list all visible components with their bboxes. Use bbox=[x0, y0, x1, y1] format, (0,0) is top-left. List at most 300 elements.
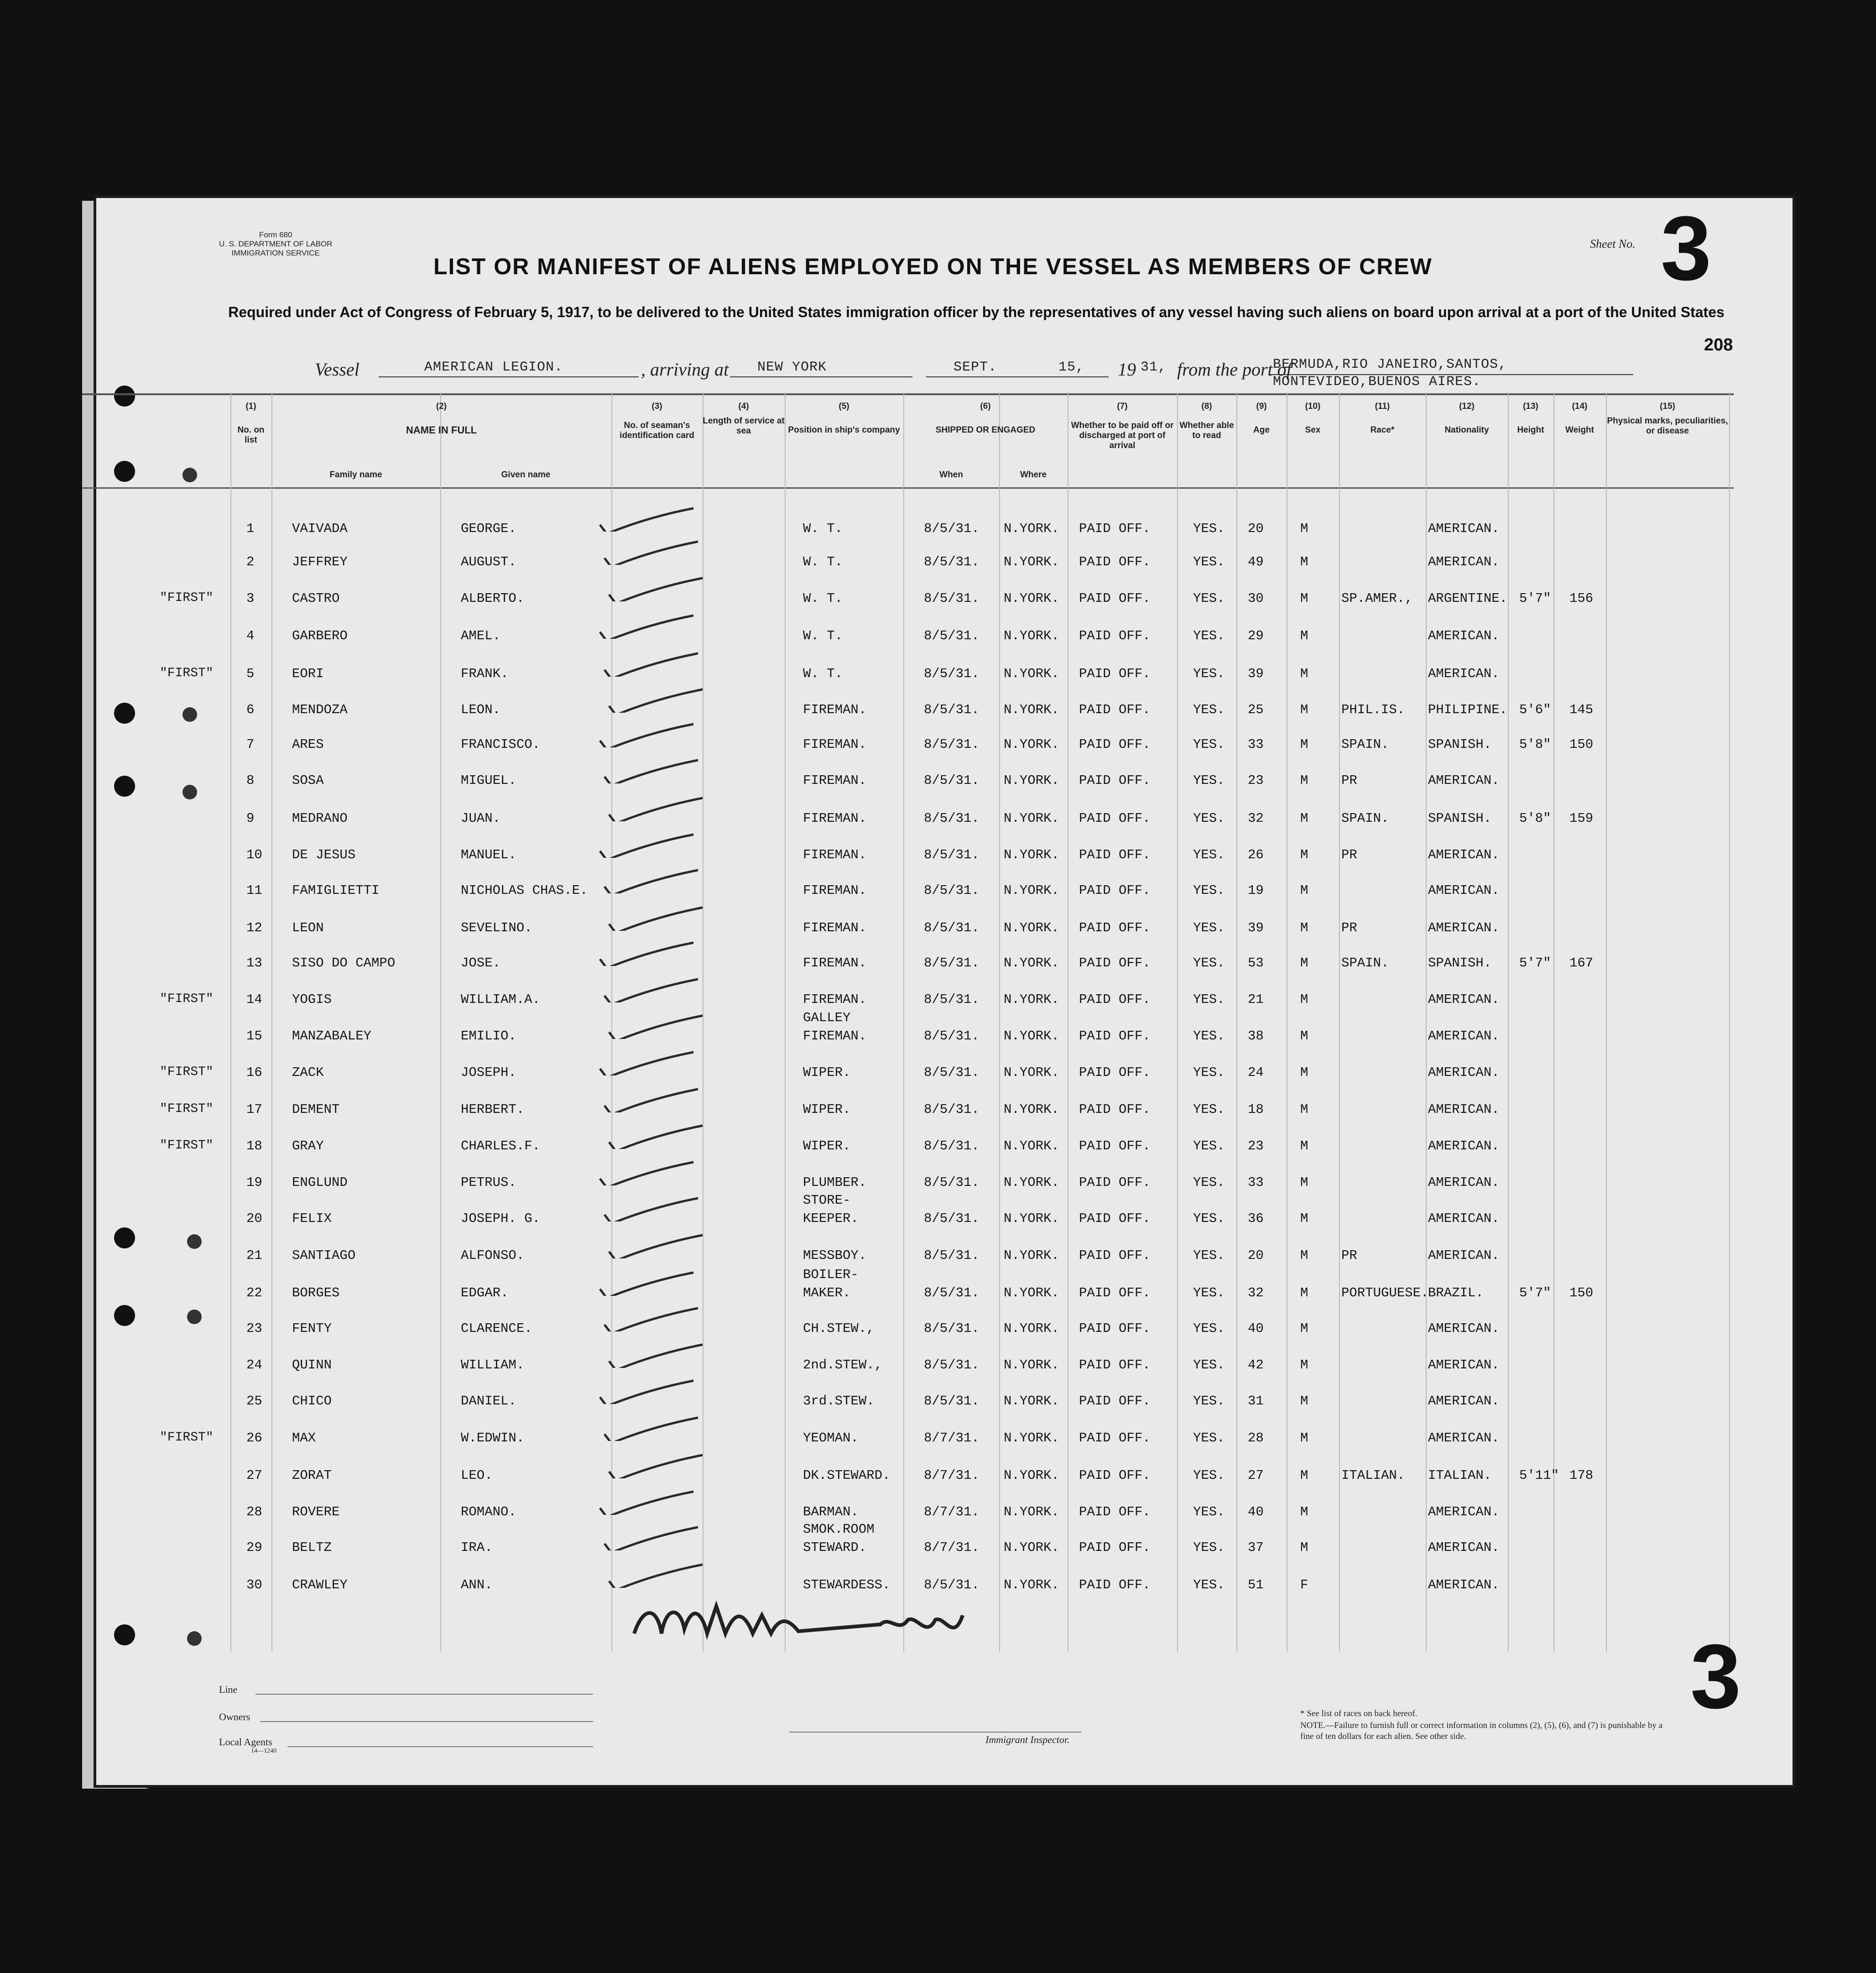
paid-off-status: PAID OFF. bbox=[1079, 1430, 1151, 1446]
nationality: SPANISH. bbox=[1428, 955, 1492, 971]
given-name: MIGUEL. bbox=[461, 773, 516, 788]
departure-ports-line1: BERMUDA,RIO JANEIRO,SANTOS, bbox=[1273, 357, 1507, 372]
col11-header: (11) Race* bbox=[1370, 402, 1395, 435]
able-to-read: YES. bbox=[1193, 1540, 1225, 1555]
year-prefix: 19 bbox=[1118, 359, 1136, 380]
given-name: WILLIAM.A. bbox=[461, 992, 541, 1007]
agents-code: 14—1240 bbox=[251, 1748, 276, 1754]
row-number: 15 bbox=[246, 1028, 262, 1044]
paid-off-status: PAID OFF. bbox=[1079, 1357, 1151, 1373]
able-to-read: YES. bbox=[1193, 702, 1225, 717]
sex: M bbox=[1300, 883, 1308, 898]
height: 5'7" bbox=[1519, 591, 1551, 606]
row-number: 16 bbox=[246, 1065, 262, 1080]
shipped-when: 8/5/31. bbox=[924, 773, 980, 788]
sex: M bbox=[1300, 702, 1308, 717]
paid-off-status: PAID OFF. bbox=[1079, 847, 1151, 862]
able-to-read: YES. bbox=[1193, 920, 1225, 935]
paid-off-status: PAID OFF. bbox=[1079, 955, 1151, 971]
family-name: LEON bbox=[292, 920, 324, 935]
nationality: AMERICAN. bbox=[1428, 1394, 1500, 1409]
sex: M bbox=[1300, 920, 1308, 935]
position: FIREMAN. bbox=[803, 702, 867, 717]
family-name: SANTIAGO bbox=[292, 1248, 356, 1263]
paid-off-status: PAID OFF. bbox=[1079, 1248, 1151, 1263]
first-voyage-mark: "FIRST" bbox=[160, 666, 214, 680]
check-mark-icon bbox=[598, 649, 698, 677]
family-name: MEDRANO bbox=[292, 811, 348, 826]
first-voyage-mark: "FIRST" bbox=[160, 1065, 214, 1079]
able-to-read: YES. bbox=[1193, 521, 1225, 536]
row-number: 14 bbox=[246, 992, 262, 1007]
col5-header: (5) Position in ship's company bbox=[788, 402, 900, 435]
shipped-where: N.YORK. bbox=[1004, 1357, 1059, 1373]
given-name: FRANK. bbox=[461, 666, 509, 681]
sex: M bbox=[1300, 1285, 1308, 1300]
given-name: JOSE. bbox=[461, 955, 501, 971]
position: MAKER. bbox=[803, 1285, 851, 1300]
weight: 167 bbox=[1569, 955, 1594, 971]
check-mark-icon bbox=[598, 538, 698, 565]
first-voyage-mark: "FIRST" bbox=[160, 1138, 214, 1153]
nationality: AMERICAN. bbox=[1428, 992, 1500, 1007]
nationality: AMERICAN. bbox=[1428, 1321, 1500, 1336]
col2-header: (2) NAME IN FULL bbox=[406, 402, 477, 436]
paid-off-status: PAID OFF. bbox=[1079, 992, 1151, 1007]
shipped-where: N.YORK. bbox=[1004, 1028, 1059, 1044]
shipped-when: 8/5/31. bbox=[924, 1357, 980, 1373]
able-to-read: YES. bbox=[1193, 1430, 1225, 1446]
position-line1: SMOK.ROOM bbox=[803, 1522, 875, 1537]
position: KEEPER. bbox=[803, 1211, 859, 1226]
shipped-when: 8/5/31. bbox=[924, 591, 980, 606]
nationality: SPANISH. bbox=[1428, 737, 1492, 752]
shipped-when: 8/5/31. bbox=[924, 666, 980, 681]
nationality: AMERICAN. bbox=[1428, 1430, 1500, 1446]
age: 25 bbox=[1248, 702, 1264, 717]
age: 20 bbox=[1248, 1248, 1264, 1263]
age: 33 bbox=[1248, 737, 1264, 752]
shipped-when: 8/5/31. bbox=[924, 1321, 980, 1336]
given-name-header: Given name bbox=[501, 470, 551, 480]
weight: 145 bbox=[1569, 702, 1594, 717]
punch-hole bbox=[114, 1624, 135, 1645]
check-mark-icon bbox=[602, 1012, 703, 1039]
position-line1: GALLEY bbox=[803, 1010, 851, 1025]
check-mark-icon bbox=[598, 1085, 698, 1112]
given-name: AMEL. bbox=[461, 628, 501, 643]
paid-off-status: PAID OFF. bbox=[1079, 1175, 1151, 1190]
paid-off-status: PAID OFF. bbox=[1079, 1102, 1151, 1117]
shipped-when: 8/7/31. bbox=[924, 1504, 980, 1519]
position: FIREMAN. bbox=[803, 920, 867, 935]
vessel-name: AMERICAN LEGION. bbox=[424, 360, 563, 375]
able-to-read: YES. bbox=[1193, 773, 1225, 788]
check-mark-icon bbox=[593, 1377, 693, 1404]
punch-hole bbox=[182, 468, 197, 482]
check-mark-icon bbox=[593, 830, 693, 858]
able-to-read: YES. bbox=[1193, 1248, 1225, 1263]
race-note: * See list of races on back hereof. bbox=[1300, 1709, 1417, 1718]
check-mark-icon bbox=[598, 1414, 698, 1441]
position: W. T. bbox=[803, 554, 843, 569]
given-name: HERBERT. bbox=[461, 1102, 525, 1117]
shipped-when: 8/5/31. bbox=[924, 1285, 980, 1300]
check-mark-icon bbox=[593, 1048, 693, 1075]
weight: 156 bbox=[1569, 591, 1594, 606]
row-number: 10 bbox=[246, 847, 262, 862]
age: 18 bbox=[1248, 1102, 1264, 1117]
given-name: IRA. bbox=[461, 1540, 493, 1555]
position: 2nd.STEW., bbox=[803, 1357, 883, 1373]
table-top-rule bbox=[82, 393, 1734, 395]
shipped-where: N.YORK. bbox=[1004, 847, 1059, 862]
nationality: AMERICAN. bbox=[1428, 920, 1500, 935]
nationality: PHILIPINE. bbox=[1428, 702, 1508, 717]
shipped-when: 8/5/31. bbox=[924, 737, 980, 752]
able-to-read: YES. bbox=[1193, 1468, 1225, 1483]
family-name: CASTRO bbox=[292, 591, 340, 606]
able-to-read: YES. bbox=[1193, 811, 1225, 826]
paid-off-status: PAID OFF. bbox=[1079, 811, 1151, 826]
shipped-when: 8/5/31. bbox=[924, 1577, 980, 1592]
shipped-when: 8/5/31. bbox=[924, 920, 980, 935]
family-name: GARBERO bbox=[292, 628, 348, 643]
first-voyage-mark: "FIRST" bbox=[160, 1102, 214, 1116]
able-to-read: YES. bbox=[1193, 1211, 1225, 1226]
age: 26 bbox=[1248, 847, 1264, 862]
row-number: 19 bbox=[246, 1175, 262, 1190]
shipped-when: 8/5/31. bbox=[924, 628, 980, 643]
able-to-read: YES. bbox=[1193, 737, 1225, 752]
position: FIREMAN. bbox=[803, 811, 867, 826]
nationality: AMERICAN. bbox=[1428, 1138, 1500, 1154]
shipped-when: 8/5/31. bbox=[924, 1248, 980, 1263]
sex: M bbox=[1300, 554, 1308, 569]
shipped-when: 8/5/31. bbox=[924, 1065, 980, 1080]
given-name: EDGAR. bbox=[461, 1285, 509, 1300]
given-name: JOSEPH. bbox=[461, 1065, 516, 1080]
punch-hole bbox=[114, 461, 135, 482]
given-name: ALBERTO. bbox=[461, 591, 525, 606]
family-name: SISO DO CAMPO bbox=[292, 955, 396, 971]
row-number: 8 bbox=[246, 773, 255, 788]
arrival-month: SEPT. bbox=[954, 360, 997, 375]
row-number: 27 bbox=[246, 1468, 262, 1483]
punch-hole bbox=[187, 1310, 202, 1324]
given-name: NICHOLAS CHAS.E. bbox=[461, 883, 588, 898]
given-name: FRANCISCO. bbox=[461, 737, 541, 752]
given-name: AUGUST. bbox=[461, 554, 516, 569]
shipped-where: N.YORK. bbox=[1004, 737, 1059, 752]
check-mark-icon bbox=[593, 1158, 693, 1185]
paid-off-status: PAID OFF. bbox=[1079, 1321, 1151, 1336]
row-number: 20 bbox=[246, 1211, 262, 1226]
given-name: WILLIAM. bbox=[461, 1357, 525, 1373]
paid-off-status: PAID OFF. bbox=[1079, 1540, 1151, 1555]
shipped-where: N.YORK. bbox=[1004, 1285, 1059, 1300]
family-name: SOSA bbox=[292, 773, 324, 788]
shipped-when: 8/5/31. bbox=[924, 702, 980, 717]
able-to-read: YES. bbox=[1193, 992, 1225, 1007]
age: 30 bbox=[1248, 591, 1264, 606]
family-name: FAMIGLIETTI bbox=[292, 883, 380, 898]
check-mark-icon bbox=[598, 1523, 698, 1550]
given-name: W.EDWIN. bbox=[461, 1430, 525, 1446]
shipped-where: N.YORK. bbox=[1004, 1211, 1059, 1226]
nationality: AMERICAN. bbox=[1428, 773, 1500, 788]
family-name: ENGLUND bbox=[292, 1175, 348, 1190]
able-to-read: YES. bbox=[1193, 1065, 1225, 1080]
paid-off-status: PAID OFF. bbox=[1079, 737, 1151, 752]
row-number: 18 bbox=[246, 1138, 262, 1154]
check-mark-icon bbox=[593, 611, 693, 639]
paid-off-status: PAID OFF. bbox=[1079, 773, 1151, 788]
departure-ports-line2: MONTEVIDEO,BUENOS AIRES. bbox=[1273, 374, 1481, 390]
sex: M bbox=[1300, 1175, 1308, 1190]
col6-header: (6) SHIPPED OR ENGAGED bbox=[935, 402, 1036, 435]
weight: 150 bbox=[1569, 737, 1594, 752]
sex: M bbox=[1300, 1138, 1308, 1154]
shipped-when: 8/5/31. bbox=[924, 811, 980, 826]
row-number: 23 bbox=[246, 1321, 262, 1336]
able-to-read: YES. bbox=[1193, 1285, 1225, 1300]
family-name: ZORAT bbox=[292, 1468, 332, 1483]
age: 31 bbox=[1248, 1394, 1264, 1409]
age: 33 bbox=[1248, 1175, 1264, 1190]
able-to-read: YES. bbox=[1193, 1321, 1225, 1336]
punch-hole bbox=[114, 1227, 135, 1248]
punch-hole bbox=[114, 1305, 135, 1326]
col13-header: (13) Height bbox=[1517, 402, 1544, 435]
family-name: YOGIS bbox=[292, 992, 332, 1007]
shipped-where: N.YORK. bbox=[1004, 1577, 1059, 1592]
given-name: GEORGE. bbox=[461, 521, 516, 536]
sex: M bbox=[1300, 666, 1308, 681]
sex: M bbox=[1300, 1248, 1308, 1263]
sex: M bbox=[1300, 847, 1308, 862]
given-name: ANN. bbox=[461, 1577, 493, 1592]
check-mark-icon bbox=[593, 939, 693, 966]
row-number: 5 bbox=[246, 666, 255, 681]
check-mark-icon bbox=[602, 1451, 703, 1478]
race: PHIL.IS. bbox=[1341, 702, 1405, 717]
shipped-where: N.YORK. bbox=[1004, 1065, 1059, 1080]
position: FIREMAN. bbox=[803, 847, 867, 862]
shipped-where: N.YORK. bbox=[1004, 591, 1059, 606]
sex: M bbox=[1300, 1430, 1308, 1446]
punch-hole bbox=[114, 703, 135, 724]
col8-header: (8) Whether able to read bbox=[1179, 402, 1234, 440]
able-to-read: YES. bbox=[1193, 554, 1225, 569]
check-mark-icon bbox=[602, 794, 703, 821]
family-name: FELIX bbox=[292, 1211, 332, 1226]
paid-off-status: PAID OFF. bbox=[1079, 666, 1151, 681]
able-to-read: YES. bbox=[1193, 1175, 1225, 1190]
shipped-when: 8/5/31. bbox=[924, 1175, 980, 1190]
family-name: FENTY bbox=[292, 1321, 332, 1336]
arriving-label: , arriving at bbox=[641, 359, 729, 380]
position: FIREMAN. bbox=[803, 955, 867, 971]
position: STEWARDESS. bbox=[803, 1577, 891, 1592]
paid-off-status: PAID OFF. bbox=[1079, 1394, 1151, 1409]
age: 20 bbox=[1248, 521, 1264, 536]
sex: M bbox=[1300, 811, 1308, 826]
weight: 178 bbox=[1569, 1468, 1594, 1483]
check-mark-icon bbox=[598, 1194, 698, 1221]
row-number: 28 bbox=[246, 1504, 262, 1519]
service-name: IMMIGRATION SERVICE bbox=[231, 249, 320, 257]
given-name: JOSEPH. G. bbox=[461, 1211, 541, 1226]
col14-header: (14) Weight bbox=[1565, 402, 1594, 435]
shipped-where: N.YORK. bbox=[1004, 628, 1059, 643]
row-number: 29 bbox=[246, 1540, 262, 1555]
paid-off-status: PAID OFF. bbox=[1079, 591, 1151, 606]
family-name: DE JESUS bbox=[292, 847, 356, 862]
first-voyage-mark: "FIRST" bbox=[160, 591, 214, 605]
row-number: 25 bbox=[246, 1394, 262, 1409]
sex: M bbox=[1300, 1504, 1308, 1519]
sheet-label: Sheet No. bbox=[1590, 237, 1636, 251]
age: 42 bbox=[1248, 1357, 1264, 1373]
able-to-read: YES. bbox=[1193, 1138, 1225, 1154]
shipped-when: 8/5/31. bbox=[924, 554, 980, 569]
age: 39 bbox=[1248, 920, 1264, 935]
from-port-label: from the port of bbox=[1177, 359, 1292, 380]
race: ITALIAN. bbox=[1341, 1468, 1405, 1483]
able-to-read: YES. bbox=[1193, 1504, 1225, 1519]
family-name: ZACK bbox=[292, 1065, 324, 1080]
shipped-when: 8/5/31. bbox=[924, 847, 980, 862]
race: PR bbox=[1341, 920, 1357, 935]
arrival-port: NEW YORK bbox=[757, 360, 827, 375]
nationality: BRAZIL. bbox=[1428, 1285, 1484, 1300]
age: 53 bbox=[1248, 955, 1264, 971]
sex: M bbox=[1300, 1540, 1308, 1555]
paid-off-status: PAID OFF. bbox=[1079, 521, 1151, 536]
family-name: GRAY bbox=[292, 1138, 324, 1154]
punch-hole bbox=[187, 1234, 202, 1249]
position: PLUMBER. bbox=[803, 1175, 867, 1190]
position: FIREMAN. bbox=[803, 737, 867, 752]
shipped-when: 8/5/31. bbox=[924, 1138, 980, 1154]
height: 5'8" bbox=[1519, 811, 1551, 826]
check-mark-icon bbox=[593, 504, 693, 532]
row-number: 13 bbox=[246, 955, 262, 971]
col1-header: (1) No. on list bbox=[237, 402, 265, 445]
row-number: 4 bbox=[246, 628, 255, 643]
given-name: DANIEL. bbox=[461, 1394, 516, 1409]
col12-header: (12) Nationality bbox=[1444, 402, 1489, 435]
position: FIREMAN. bbox=[803, 883, 867, 898]
shipped-where: N.YORK. bbox=[1004, 1138, 1059, 1154]
nationality: AMERICAN. bbox=[1428, 1028, 1500, 1044]
col3-header: (3) No. of seaman's identification card bbox=[620, 402, 694, 440]
height: 5'7" bbox=[1519, 1285, 1551, 1300]
able-to-read: YES. bbox=[1193, 628, 1225, 643]
age: 21 bbox=[1248, 992, 1264, 1007]
nationality: AMERICAN. bbox=[1428, 1504, 1500, 1519]
shipped-when: 8/5/31. bbox=[924, 1102, 980, 1117]
shipped-where: N.YORK. bbox=[1004, 1102, 1059, 1117]
check-mark-icon bbox=[598, 866, 698, 893]
age: 19 bbox=[1248, 883, 1264, 898]
age: 49 bbox=[1248, 554, 1264, 569]
first-voyage-mark: "FIRST" bbox=[160, 992, 214, 1006]
vessel-label: Vessel bbox=[315, 359, 360, 380]
height: 5'6" bbox=[1519, 702, 1551, 717]
row-number: 21 bbox=[246, 1248, 262, 1263]
punch-hole bbox=[182, 785, 197, 799]
shipped-where: N.YORK. bbox=[1004, 521, 1059, 536]
age: 37 bbox=[1248, 1540, 1264, 1555]
able-to-read: YES. bbox=[1193, 1357, 1225, 1373]
nationality: AMERICAN. bbox=[1428, 1211, 1500, 1226]
given-name: CLARENCE. bbox=[461, 1321, 532, 1336]
col15-header: (15) Physical marks, peculiarities, or disease bbox=[1607, 402, 1728, 436]
family-name: MAX bbox=[292, 1430, 316, 1446]
family-name: VAIVADA bbox=[292, 521, 348, 536]
local-agents-label: Local Agents bbox=[219, 1736, 272, 1748]
shipped-where: N.YORK. bbox=[1004, 1504, 1059, 1519]
check-mark-icon bbox=[602, 574, 703, 601]
family-name-header: Family name bbox=[329, 470, 382, 480]
check-mark-icon bbox=[593, 1488, 693, 1515]
able-to-read: YES. bbox=[1193, 1028, 1225, 1044]
check-mark-icon bbox=[593, 1268, 693, 1296]
nationality: ARGENTINE. bbox=[1428, 591, 1508, 606]
able-to-read: YES. bbox=[1193, 847, 1225, 862]
shipped-when: 8/5/31. bbox=[924, 955, 980, 971]
table-header-rule bbox=[82, 487, 1734, 489]
position: DK.STEWARD. bbox=[803, 1468, 891, 1483]
family-name: DEMENT bbox=[292, 1102, 340, 1117]
row-number: 9 bbox=[246, 811, 255, 826]
race: SPAIN. bbox=[1341, 737, 1389, 752]
row-number: 30 bbox=[246, 1577, 262, 1592]
shipped-where: N.YORK. bbox=[1004, 1321, 1059, 1336]
paid-off-status: PAID OFF. bbox=[1079, 1065, 1151, 1080]
nationality: AMERICAN. bbox=[1428, 628, 1500, 643]
nationality: AMERICAN. bbox=[1428, 1248, 1500, 1263]
shipped-where: N.YORK. bbox=[1004, 666, 1059, 681]
check-mark-icon bbox=[598, 1304, 698, 1331]
able-to-read: YES. bbox=[1193, 883, 1225, 898]
shipped-where: N.YORK. bbox=[1004, 920, 1059, 935]
shipped-when: 8/5/31. bbox=[924, 1211, 980, 1226]
position: CH.STEW., bbox=[803, 1321, 875, 1336]
shipped-where: N.YORK. bbox=[1004, 883, 1059, 898]
race: PORTUGUESE. bbox=[1341, 1285, 1429, 1300]
paid-off-status: PAID OFF. bbox=[1079, 628, 1151, 643]
given-name: SEVELINO. bbox=[461, 920, 532, 935]
row-number: 22 bbox=[246, 1285, 262, 1300]
when-header: When bbox=[939, 470, 963, 480]
row-number: 26 bbox=[246, 1430, 262, 1446]
nationality: AMERICAN. bbox=[1428, 1065, 1500, 1080]
position: 3rd.STEW. bbox=[803, 1394, 875, 1409]
shipped-where: N.YORK. bbox=[1004, 554, 1059, 569]
col7-header: (7) Whether to be paid off or discharged at port of arrival bbox=[1071, 402, 1174, 450]
sheet-number-stamp: 3 bbox=[1661, 198, 1712, 299]
owners-label: Owners bbox=[219, 1711, 250, 1722]
punch-hole bbox=[114, 386, 135, 407]
shipped-when: 8/5/31. bbox=[924, 992, 980, 1007]
height: 5'7" bbox=[1519, 955, 1551, 971]
position: FIREMAN. bbox=[803, 1028, 867, 1044]
row-number: 3 bbox=[246, 591, 255, 606]
paid-off-status: PAID OFF. bbox=[1079, 883, 1151, 898]
